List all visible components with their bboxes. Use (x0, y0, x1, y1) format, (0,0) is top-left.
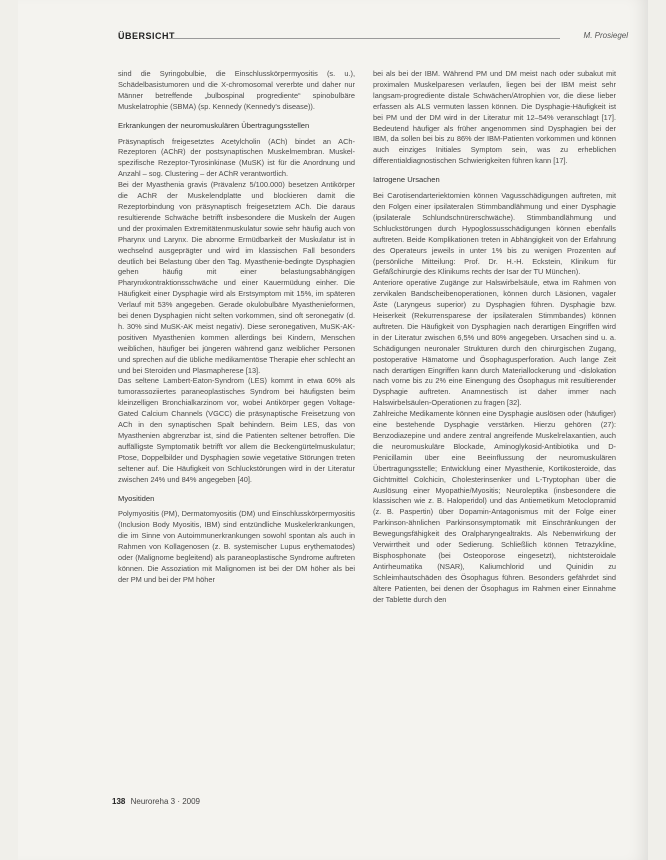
paragraph: Anteriore operative Zugänge zur Halswirbelsäule, etwa im Rahmen von zervikalen Bandscheibenoperationen, können durch Läsionen, vagaler Äste (Laryngeus superior) zu Dysphagien führen. Dysphagie bzw. Heiserkeit (Rekurrensparese der ipsilateralen Stimmbandes) können auftreten. Die Häufigkeit von Dysphagien nach derartigen Eingriffen wird in der Literatur zwischen 6,5% und 80% angegeben. Ursachen sind u. a. Schädigungen neuronaler Strukturen durch den chirurgischen Zugang, postoperative Hämatome und Ösophagusperforation. Auch lange Zeit nach derartigen Eingriffen kann durch Materiallockerung und -dislokation nach vorne bis zu 2% eine Einengung des Ösophagus mit resultierender Dysphagie auftreten. Anamnestisch ist daher immer nach Halswirbelsäulen-Operationen zu fragen [32]. (373, 278, 616, 408)
paragraph: Bei Carotisendarteriektomien können Vagusschädigungen auftreten, mit den Folgen einer ipsilateralen Stimmbandlähmung und einer Dysphagie (ipsilaterale Schlundschnürerschwäche). Stimmbandlähmung und Schluckstörungen durch Hypoglossusschädigungen können ebenfalls auftreten. Beide Komplikationen treten in Abhängigkeit von der Erfahrung des Operateurs jeweils in unter 1% bis zu wenigen Prozenten auf (persönliche Mitteilung: Prof. Dr. H.-H. Eckstein, Klinikum für Gefäßchirurgie des Klinikums rechts der Isar der TU München). (373, 191, 616, 277)
section-heading: Myositiden (118, 493, 155, 503)
journal-issue: 3 · 2009 (170, 797, 200, 806)
right-column (373, 69, 616, 606)
paragraph: Präsynaptisch freigesetztes Acetylcholin (ACh) bindet an ACh-Rezeptoren (AChR) der postsynaptischen Muskelmembran. Muskel-spezifische Rezeptor-Tyrosinkinase (MuSK) ist für die Anordnung und Anzahl – sog. Clustering – der AChR verantwortlich. (118, 136, 355, 179)
page-number: 138 (112, 797, 126, 806)
header-author: M. Prosiegel (583, 31, 628, 40)
paragraph: Polymyositis (PM), Dermatomyositis (DM) und Einschlusskörpermyositis (Inclusion Body Myositis, IBM) sind entzündliche Muskelerkrankungen, die im Sinne von Autoimmunerkrankungen sowohl spontan als auch in Rahmen von Kollagenosen (z. B. systemischer Lupus erythematodes) oder (Malignome begleitend) als paraneoplastische Syndrome auftreten können. Die Assoziation mit Malignomen ist bei der DM höher als bei der PM und bei der PM höher (118, 509, 355, 584)
paragraph: Zahlreiche Medikamente können eine Dysphagie auslösen oder (häufiger) eine bestehende Dysphagie verstärken. Hierzu gehören (27): Benzodiazepine und andere zentral angreifende Muskelrelaxantien, auch die neuromuskuläre Blockade, Aminoglykosid-Antibiotika und D-Penicillamin über eine Beeinflussung der neuromuskulären Übertragungsstelle; Entwicklung einer Myasthenie, Kortikosteroide, das Gichtmittel Colchicin, Cholesterinsenker und L-Tryptophan über die Auslösung einer Myopathie/Myositis; Neuroleptika (insbesondere die klassischen wie z. B. Haloperidol) und das Antiemetikum Metoclopramid (z. B. Paspertin) über Dopamin-Antagonismus mit der Folge einer Parkinson-ähnlichen Parkinsonsymptomatik mit Einschränkungen der Bewegungsfähigkeit des Oralpharyngealtrakts. Als Nebenwirkung der Verwirrtheit und oder Sedierung. Schließlich können Tetrazykline, Bisphosphonate (bei Osteoporose eingesetzt), nichtsteroidale Antirheumatika (NSAR), Kaliumchlorid und Quinidin zu Schleimhautschäden des Ösophagus führen. Besonders gefährdet sind ältere Patienten, bei denen der Ösophagus im Rahmen einer Einnahme der Tablette durch den (373, 409, 616, 604)
journal-name: Neuroreha (130, 797, 169, 806)
left-column (118, 69, 355, 586)
paragraph: Bei der Myasthenia gravis (Prävalenz 5/100.000) besetzen Antikörper die AChR der Muskelendplatte und blockieren damit die Rezeptorbindung von präsynaptisch freigesetztem ACh. Die daraus resultierende Schwäche betrifft insbesondere die Muskeln der Augen und der proximalen Extremitätenmuskulatur sowie sehr häufig auch von Pharynx und Larynx. Die abnorme Ermüdbarkeit der Muskulatur ist in wechselnd ausgeprägter und wird im klassischen Fall besonders deutlich bei Belastung über den Tag. Myasthenie-bedingte Dysphagien gehen häufig mit einer belastungsabhängigen Pharynxkontraktionsschwäche und einer Kauermüdung einher. Die Häufigkeit einer Dysphagie wird als Erstsymptom mit 15%, im späteren Verlauf mit 53% angegeben. Gerade okulobulbäre Myasthenieformen, bei denen Dysphagien nicht selten vorkommen, sind oft seronegativ (d. h. 30% sind MuSK-AK meist negativ). Diese seronegativen, MuSK-AK-positiven Myasthenien kommen allerdings bei Kindern, Menschen weiblichen, häufiger bei jüngeren während ganz weiblicher Personen und sprechen auf die übliche medikamentöse Therapie eher schlecht an und bei Steroiden und Plasmapherese [13]. (118, 180, 355, 375)
running-header (118, 30, 628, 44)
section-heading: Erkrankungen der neuromuskulären Übertragungsstellen (118, 120, 310, 130)
paragraph: bei als bei der IBM. Während PM und DM meist nach oder subakut mit proximalen Muskelparesen verlaufen, liegen bei der IBM meist sehr langsam-progrediente distale Schwächen/Atrophien vor, die diese lieber erfassen als ALS vermuten lassen können. Die Dysphagie-Häufigkeit ist bei PM und der DM wird in der Literatur mit 12–54% veranschlagt [17]. Bedeutend häufiger als früher angenommen sind Dysphagien bei der IBM, da sollen bei bis zu 86% der IBM-Patienten vorkommen und können auch einziges Initiales Symptom sein, was zu erheblichen differentialdiagnostischen Schwierigkeiten führen kann [17]. (373, 69, 616, 166)
paragraph: sind die Syringobulbie, die Einschlusskörpermyositis (s. u.), Schädelbasistumoren und die X-chromosomal vererbte und daher nur Männer betreffende „bulbospinal progrediente“ spinobulbäre Muskelatrophie (SBMA) (sp. Kennedy (Kennedy's disease)). (118, 69, 355, 111)
journal-page (18, 0, 648, 860)
section-label: ÜBERSICHT (118, 31, 176, 41)
header-rule (168, 38, 560, 39)
section-heading: Iatrogene Ursachen (373, 175, 440, 185)
paragraph: Das seltene Lambert-Eaton-Syndrom (LES) kommt in etwa 60% als tumorassoziiertes paraneoplastisches Syndrom bei häufigsten beim kleinzelligen Bronchialkarzinom vor, wobei Antikörper gegen Voltage-Gated Calcium Channels (VGCC) die präsynaptische Freisetzung von ACh in den synaptischen Spalt behindern. Beim LES, das von Myasthenien abgrenzbar ist, sind die Patienten seltener betroffen. Die auffälligste Symptomatik betrifft vor allem die Beckengürtelmuskulatur; Ptose, Doppelbilder und Dysphagien sowie vegetative Störungen treten seltener auf. Die Häufigkeit von Schluckstörungen wird in der Literatur zwischen 24% und 84% angegeben [40]. (118, 376, 355, 484)
page-footer (112, 797, 200, 806)
